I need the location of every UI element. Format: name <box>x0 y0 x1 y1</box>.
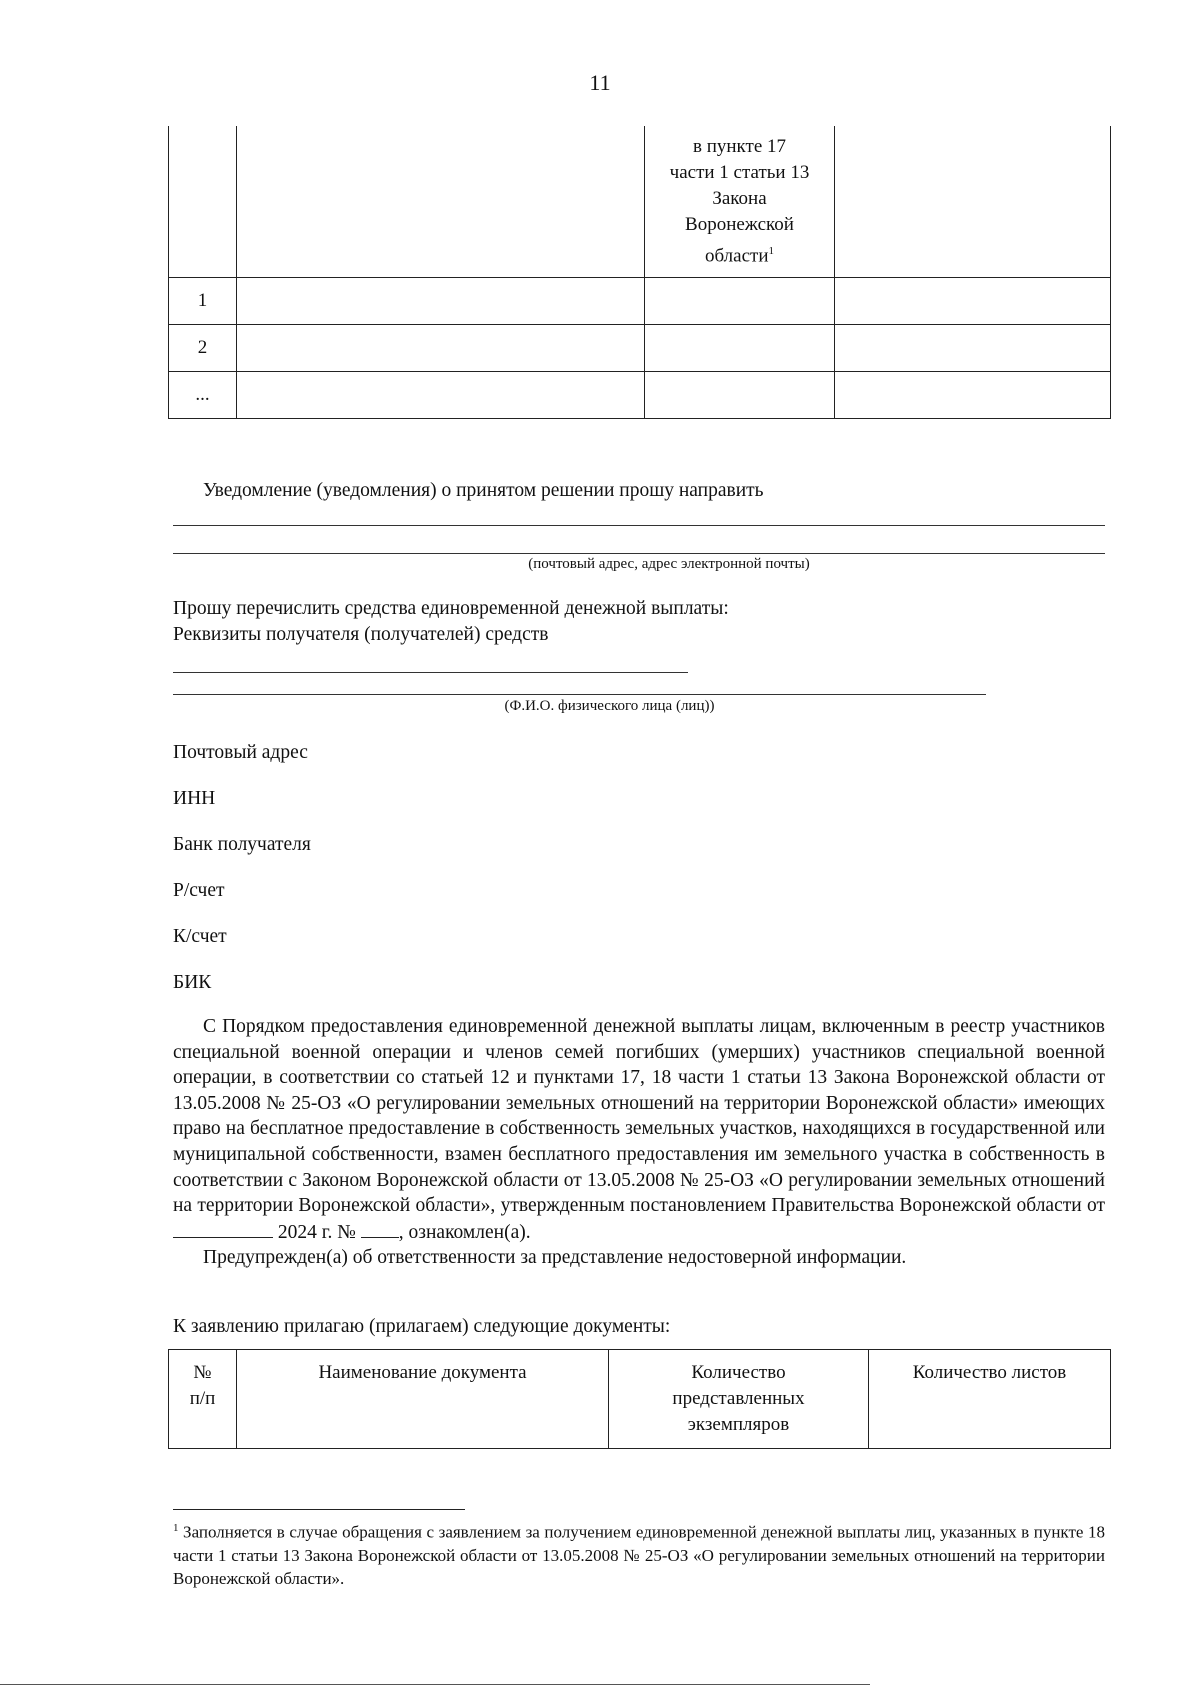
table-header-row <box>169 1350 1111 1449</box>
address-line-2[interactable] <box>173 553 1105 554</box>
number-blank[interactable] <box>361 1219 399 1238</box>
recipient-line-1[interactable] <box>173 672 688 673</box>
footnote-mark: 1 <box>768 245 774 257</box>
inn-label: ИНН <box>173 788 216 809</box>
bank-label: Банк получателя <box>173 834 311 855</box>
table-row <box>169 325 1111 372</box>
corr-account-label: К/счет <box>173 926 227 947</box>
recipient-line-2[interactable] <box>173 694 986 695</box>
footnote-text: Заполняется в случае обращения с заявлением за получением единовременной денежной выплаты лиц, указанных в пункте 18 части 1 статьи 13 Закона Воронежской области от 13.05.2008 № 25-ОЗ «О регулировании земельных отношений на территории Воронежской области». <box>173 1522 1105 1588</box>
col-header-number: № п/п <box>169 1350 237 1449</box>
row-number: ... <box>169 372 237 419</box>
transfer-request-text: Прошу перечислить средства единовременной денежной выплаты: <box>173 598 729 619</box>
page-number: 11 <box>589 70 611 95</box>
attachments-intro: К заявлению прилагаю (прилагаем) следующие документы: <box>173 1316 671 1337</box>
col-header-sheets: Количество листов <box>869 1350 1111 1449</box>
scan-edge-line <box>0 1684 870 1685</box>
footnote-mark: 1 <box>173 1522 179 1534</box>
table-cell[interactable] <box>237 278 645 325</box>
postal-address-label: Почтовый адрес <box>173 742 308 763</box>
col-header-document-name: Наименование документа <box>237 1350 609 1449</box>
attachments-table <box>168 1349 1111 1449</box>
notification-text: Уведомление (уведомления) о принятом решении прошу направить <box>203 480 764 501</box>
account-label: Р/счет <box>173 880 225 901</box>
table-row <box>169 278 1111 325</box>
table-cell[interactable] <box>835 278 1111 325</box>
bik-label: БИК <box>173 972 212 993</box>
recipients-table <box>168 126 1111 419</box>
table-header-row <box>169 126 1111 278</box>
row-number: 1 <box>169 278 237 325</box>
procedure-paragraph: С Порядком предоставления единовременной денежной выплаты лицам, включенным в реестр участников специальной военной операции и членов семей погибших (умерших) участников специальной военной операции, в соответствии со статьей 12 и пунктами 17, 18 части 1 статьи 13 Закона Воронежской области от 13.05.2008 № 25-ОЗ «О регулировании земельных отношений на территории Воронежской области» имеющих право на бесплатное предоставление в собственность земельных участков, находящихся в государственной или муниципальной собственности, взамен бесплатного предоставления им земельного участка в собственность в соответствии с Законом Воронежской области от 13.05.2008 № 25-ОЗ «О регулировании земельных отношений на территории Воронежской области», утвержденным постановлением Правительства Воронежской области от 2024 г. № , ознакомлен(а). Предупрежден(а) об ответственности за представление недостоверной информации. <box>173 1014 1105 1271</box>
table-cell[interactable] <box>645 325 835 372</box>
col-header-copies: Количество представленных экземпляров <box>609 1350 869 1449</box>
footnote-separator <box>173 1509 465 1510</box>
address-line-1[interactable] <box>173 525 1105 526</box>
row-number: 2 <box>169 325 237 372</box>
footnote <box>173 1517 1105 1590</box>
address-caption: (почтовый адрес, адрес электронной почты) <box>528 556 810 572</box>
table-cell[interactable] <box>237 325 645 372</box>
date-blank[interactable] <box>173 1219 273 1238</box>
recipient-details-label: Реквизиты получателя (получателей) средств <box>173 624 549 645</box>
recipient-caption: (Ф.И.О. физического лица (лиц)) <box>504 698 715 714</box>
table-cell[interactable] <box>237 372 645 419</box>
table-cell[interactable] <box>645 372 835 419</box>
table-row <box>169 372 1111 419</box>
table-cell[interactable] <box>835 372 1111 419</box>
table-cell[interactable] <box>835 325 1111 372</box>
warning-text: Предупрежден(а) об ответственности за представление недостоверной информации. <box>203 1247 907 1269</box>
table-cell[interactable] <box>645 278 835 325</box>
header-cell-law-reference: в пункте 17 части 1 статьи 13 Закона Воронежской области$^1$ <box>645 126 835 278</box>
